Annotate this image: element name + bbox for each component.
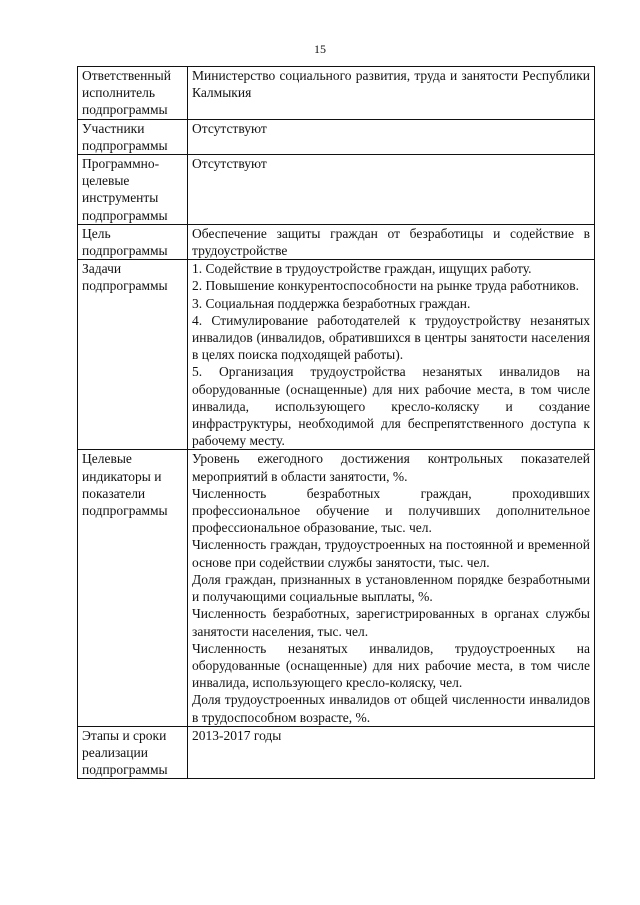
- label-line: инструменты: [82, 190, 159, 206]
- task-item: 4. Стимулирование работодателей к трудоустройству незанятых инвалидов (инвалидов, обратившихся в центры занятости населения в целях поиска подходящей работы).: [192, 312, 590, 363]
- label-line: подпрограммы: [82, 207, 168, 223]
- value-paragraph: Обеспечение защиты граждан от безработицы и содействие в трудоустройстве: [192, 225, 590, 259]
- row-value-tasks: [188, 260, 595, 450]
- indicator-item: Уровень ежегодного достижения контрольных показателей мероприятий в области занятости, %.: [192, 451, 590, 484]
- row-label-participants: [78, 119, 188, 154]
- task-item: 2. Повышение конкурентоспособности на рынке труда работников.: [192, 278, 580, 294]
- row-label-responsible: [78, 67, 188, 120]
- row-label-indicators: [78, 450, 188, 726]
- indicator-item: Численность граждан, трудоустроенных на постоянной и временной основе при содействии службы занятости, тыс. чел.: [192, 537, 590, 570]
- table-row-responsible: [78, 67, 595, 120]
- row-value-indicators: [188, 450, 595, 726]
- label-line: Ответственный: [82, 68, 171, 83]
- task-item: 5. Организация трудоустройства незанятых инвалидов на оборудованные (оснащенные) для них рабочие места, в том числе инвалида, использующего кресло-коляску и создание инфраструктуры, необходимой для беспрепятственного доступа к рабочему месту.: [192, 364, 590, 449]
- value-paragraph: Отсутствуют: [192, 156, 267, 172]
- table-row-tasks: [78, 260, 595, 450]
- page-number: 15: [314, 42, 326, 56]
- label-line: Целевые: [82, 451, 132, 467]
- row-label-tasks: [78, 260, 188, 450]
- task-item: 3. Социальная поддержка безработных граждан.: [192, 295, 471, 311]
- value-paragraph: 2013-2017 годы: [192, 727, 282, 743]
- row-value-goal: [188, 224, 595, 259]
- table-row-participants: [78, 119, 595, 154]
- task-item: 1. Содействие в трудоустройстве граждан, ищущих работу.: [192, 261, 532, 277]
- label-line: подпрограммы: [82, 243, 168, 259]
- label-line: реализации: [82, 744, 148, 760]
- label-line: подпрограммы: [82, 762, 168, 778]
- row-label-goal: [78, 224, 188, 259]
- row-value-stages: [188, 726, 595, 779]
- value-paragraph: Министерство социального развития, труда и занятости Республики Калмыкия: [192, 68, 590, 101]
- table-row-indicators: [78, 450, 595, 726]
- label-line: подпрограммы: [82, 278, 168, 294]
- label-line: подпрограммы: [82, 137, 168, 153]
- label-line: Этапы и сроки: [82, 727, 167, 743]
- row-value-participants: [188, 119, 595, 154]
- label-line: целевые: [82, 173, 130, 189]
- label-line: Программно-: [82, 156, 160, 172]
- row-label-stages: [78, 726, 188, 779]
- table-row-goal: [78, 224, 595, 259]
- label-line: Цель: [82, 225, 111, 241]
- indicator-item: Численность безработных, зарегистрированных в органах службы занятости населения, тыс. чел.: [192, 606, 590, 639]
- indicator-item: Численность безработных граждан, проходивших профессиональное обучение и получивших дополнительное профессиональное образование, тыс. чел.: [192, 485, 590, 536]
- row-label-instruments: [78, 155, 188, 225]
- row-value-instruments: [188, 155, 595, 225]
- indicator-item: Численность незанятых инвалидов, трудоустроенных на оборудованные (оснащенные) для них рабочие места, в том числе инвалида, использующего кресло-коляску, чел.: [192, 640, 590, 691]
- label-line: индикаторы и: [82, 468, 162, 484]
- value-paragraph: Отсутствуют: [192, 120, 267, 136]
- table-row-instruments: [78, 155, 595, 225]
- indicator-item: Доля граждан, признанных в установленном порядке безработными и получающими социальные выплаты, %.: [192, 571, 590, 605]
- label-line: подпрограммы: [82, 503, 168, 519]
- label-line: Задачи: [82, 261, 122, 277]
- subprogram-passport-table: [77, 66, 595, 779]
- table-row-stages: [78, 726, 595, 779]
- label-line: показатели: [82, 485, 146, 501]
- row-value-responsible: [188, 67, 595, 120]
- label-line: исполнитель: [82, 85, 155, 101]
- label-line: Участники: [82, 120, 145, 136]
- label-line: подпрограммы: [82, 102, 168, 118]
- indicator-item: Доля трудоустроенных инвалидов от общей численности инвалидов в трудоспособном возрасте, %.: [192, 692, 590, 725]
